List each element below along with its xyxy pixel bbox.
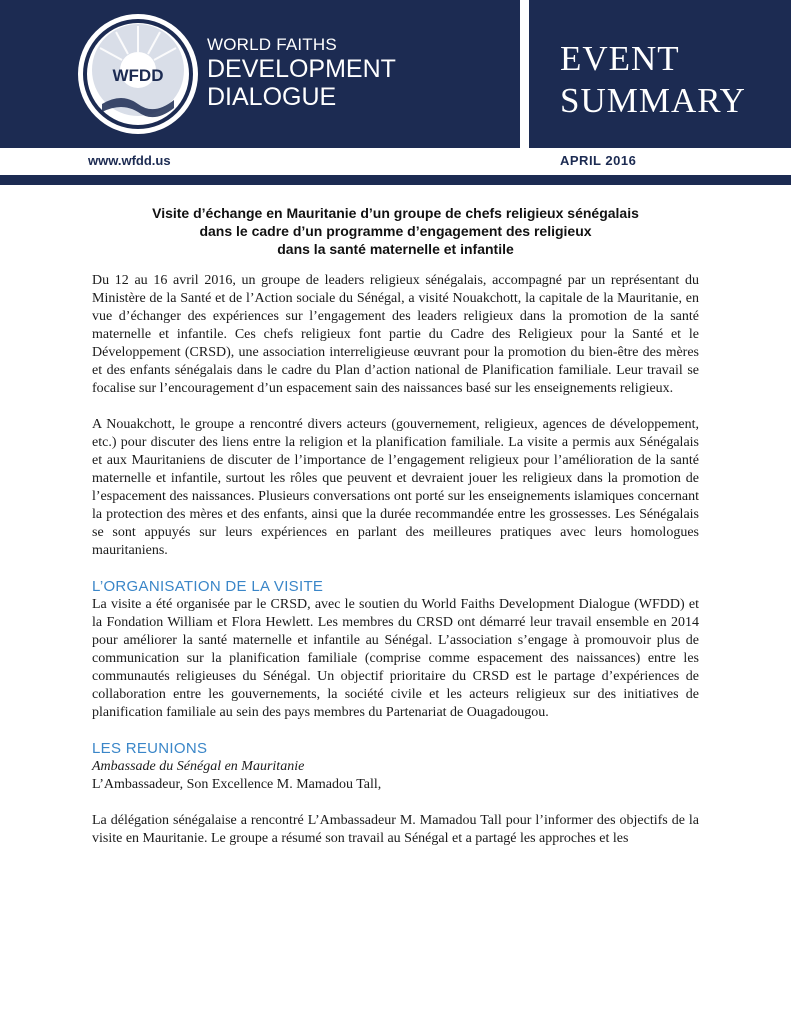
paragraph-delegation: La délégation sénégalaise a rencontré L’Ambassadeur M. Mamadou Tall pour l’informer des objectifs de la visite en Mauritanie. Le groupe a résumé son travail au Sénégal et a partagé les approches et les: [92, 813, 699, 846]
section-heading-organisation: L’ORGANISATION DE LA VISITE: [92, 578, 324, 595]
section-heading-reunions: LES REUNIONS: [92, 740, 208, 757]
paragraph-organisation: La visite a été organisée par le CRSD, avec le soutien du World Faiths Development Dialogue (WFDD) et la Fondation William et Flora Hewlett. Les membres du CRSD ont démarré leur travail ensemble en 2014 pour améliorer la santé maternelle et infantile au Sénégal. L’association s’engage à promouvoir plus de communication sur la planification familiale (comprise comme espacement des naissances) entre les communautés religieuses du Sénégal. Un objectif prioritaire du CRSD est le partage d’expériences de collaboration entre les gouvernements, la société civile et les acteurs religieux sur des initiatives de planification familiale au sein des pays membres du Partenariat de Ouagadougou.: [92, 597, 699, 720]
title-line: Visite d’échange en Mauritanie d’un groupe de chefs religieux sénégalais: [152, 205, 639, 221]
org-name-line2: DEVELOPMENT: [207, 55, 396, 83]
publication-date: APRIL 2016: [560, 153, 637, 168]
org-name-line3: DIALOGUE: [207, 83, 337, 111]
organization-name: [207, 36, 396, 110]
document-body: [92, 204, 699, 848]
event-summary-title: [560, 38, 746, 122]
paragraph-intro: Du 12 au 16 avril 2016, un groupe de leaders religieux sénégalais, accompagné par un représentant du Ministère de la Santé et de l’Action sociale du Sénégal, a visité Nouakchott, la capitale de la Mauritanie, en vue d’échanger des expériences sur l’engagement des leaders religieux dans la promotion de la santé maternelle et infantile. Ces chefs religieux font partie du Cadre des Religieux pour la Santé et le Développement (CRSD), une association interreligieuse œuvrant pour la promotion du bien-être des mères et des enfants sénégalais dans le cadre du Plan d’action national de Planification familiale. Leur travail se focalise sur l’encouragement d’un espacement sain des naissances basé sur les enseignements religieux.: [92, 273, 699, 396]
website-url: www.wfdd.us: [88, 153, 171, 168]
header-divider-bar: [0, 175, 791, 185]
subheading-ambassade: Ambassade du Sénégal en Mauritanie: [92, 759, 305, 774]
ambassador-line: L’Ambassadeur, Son Excellence M. Mamadou Tall,: [92, 777, 382, 792]
wfdd-logo: [76, 12, 200, 136]
event-title-line1: EVENT: [560, 39, 680, 78]
title-line: dans le cadre d’un programme d’engagement des religieux: [199, 223, 592, 239]
logo-text: WFDD: [112, 66, 164, 85]
org-name-line1: WORLD FAITHS: [207, 35, 337, 54]
document-title: [92, 204, 699, 258]
paragraph-nouakchott: A Nouakchott, le groupe a rencontré divers acteurs (gouvernement, religieux, agences de développement, etc.) pour discuter des liens entre la religion et la planification familiale. La visite a permis aux Sénégalais et aux Mauritaniens de discuter de l’importance de l’engagement religieux pour l’amélioration de la santé maternelle et infantile, surtout les rôles que peuvent et devraient jouer les religieux dans la promotion de l’espacement des naissances. Plusieurs conversations ont porté sur les enseignements islamiques concernant la protection des mères et des enfants, ainsi que la durée recommandée entre les grossesses. Les Sénégalais se sont appuyés sur leurs expériences en parlant des meilleures pratiques avec leurs homologues mauritaniens.: [92, 417, 699, 558]
title-line: dans la santé maternelle et infantile: [277, 241, 514, 257]
event-title-line2: SUMMARY: [560, 81, 746, 120]
